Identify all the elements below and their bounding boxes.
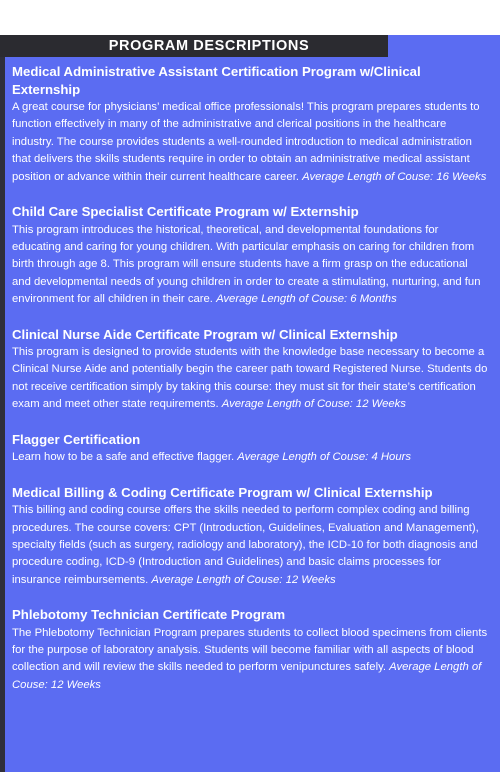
program-child-care-specialist xyxy=(12,203,488,309)
page-title: PROGRAM DESCRIPTIONS xyxy=(108,38,310,54)
program-description-text: This billing and coding course offers the skills needed to perform complex coding and billing procedures. The course covers: CPT (Introduction, Guidelines, Evaluation and Management), specialty fields (such as surgery, radiology and laboratory), the ICD-10 for both diagnosis and procedure coding, ICD-9 (Introduction and Guidelines) and basic claims processes for insurance reimbursements. xyxy=(12,504,479,586)
program-length: Average Length of Couse: 6 Months xyxy=(216,293,397,306)
program-title: Medical Administrative Assistant Certification Program w/Clinical Externship xyxy=(12,64,421,97)
program-title: Medical Billing & Coding Certificate Program w/ Clinical Externship xyxy=(12,484,433,500)
program-length: Average Length of Couse: 12 Weeks xyxy=(151,573,336,586)
program-title: Clinical Nurse Aide Certificate Program w/ Clinical Externship xyxy=(12,326,398,342)
program-title: Phlebotomy Technician Certificate Program xyxy=(12,607,286,623)
program-flagger-certification xyxy=(12,431,488,467)
program-length: Average Length of Couse: 12 Weeks xyxy=(12,661,482,691)
program-phlebotomy-technician xyxy=(12,606,488,694)
program-description-text: Learn how to be a safe and effective flagger. xyxy=(12,451,238,464)
program-list xyxy=(12,63,488,711)
program-medical-admin-assistant xyxy=(12,63,488,186)
program-description-text: A great course for physicians’ medical office professionals! This program prepares students to function effectively in many of the administrative and clerical positions in the healthcare industry. The course provides students a well-rounded introduction to medical administration that delivers the skills students require in order to obtain an administrative medical assistant position or advance within their current healthcare career. xyxy=(12,101,480,183)
program-description xyxy=(12,99,488,186)
program-medical-billing-coding xyxy=(12,484,488,590)
program-length: Average Length of Couse: 12 Weeks xyxy=(221,398,406,411)
program-description xyxy=(12,625,488,695)
program-description-text: The Phlebotomy Technician Program prepares students to collect blood specimens from clients for the purpose of laboratory analysis. Students will become familiar with all aspects of blood collection and will review the skills needed to perform venipunctures safely. xyxy=(12,626,488,674)
program-description xyxy=(12,344,488,414)
header-bar xyxy=(0,35,388,57)
program-length: Average Length of Couse: 4 Hours xyxy=(237,451,412,464)
program-description xyxy=(12,449,488,466)
program-title: Flagger Certification xyxy=(12,431,141,447)
program-description-text: This program is designed to provide students with the knowledge base necessary to become a Clinical Nurse Aide and potentially begin the career path toward Registered Nurse. Students do not receive certification simply by taking this course: they must sit for their state’s certification exam and meet other state requirements. xyxy=(12,346,488,411)
program-length: Average Length of Couse: 16 Weeks xyxy=(302,170,487,183)
program-description-text: This program introduces the historical, theoretical, and developmental foundations for educating and caring for young children. With particular emphasis on caring for children from birth through age 8. This program will ensure students have a firm grasp on the educational and developmental needs of young children in order to create a stimulating, nurturing, and fun environment for all children in their care. xyxy=(12,223,481,306)
program-description xyxy=(12,502,488,589)
program-title: Child Care Specialist Certificate Program w/ Externship xyxy=(12,204,359,220)
program-description xyxy=(12,222,488,309)
program-clinical-nurse-aide xyxy=(12,326,488,414)
